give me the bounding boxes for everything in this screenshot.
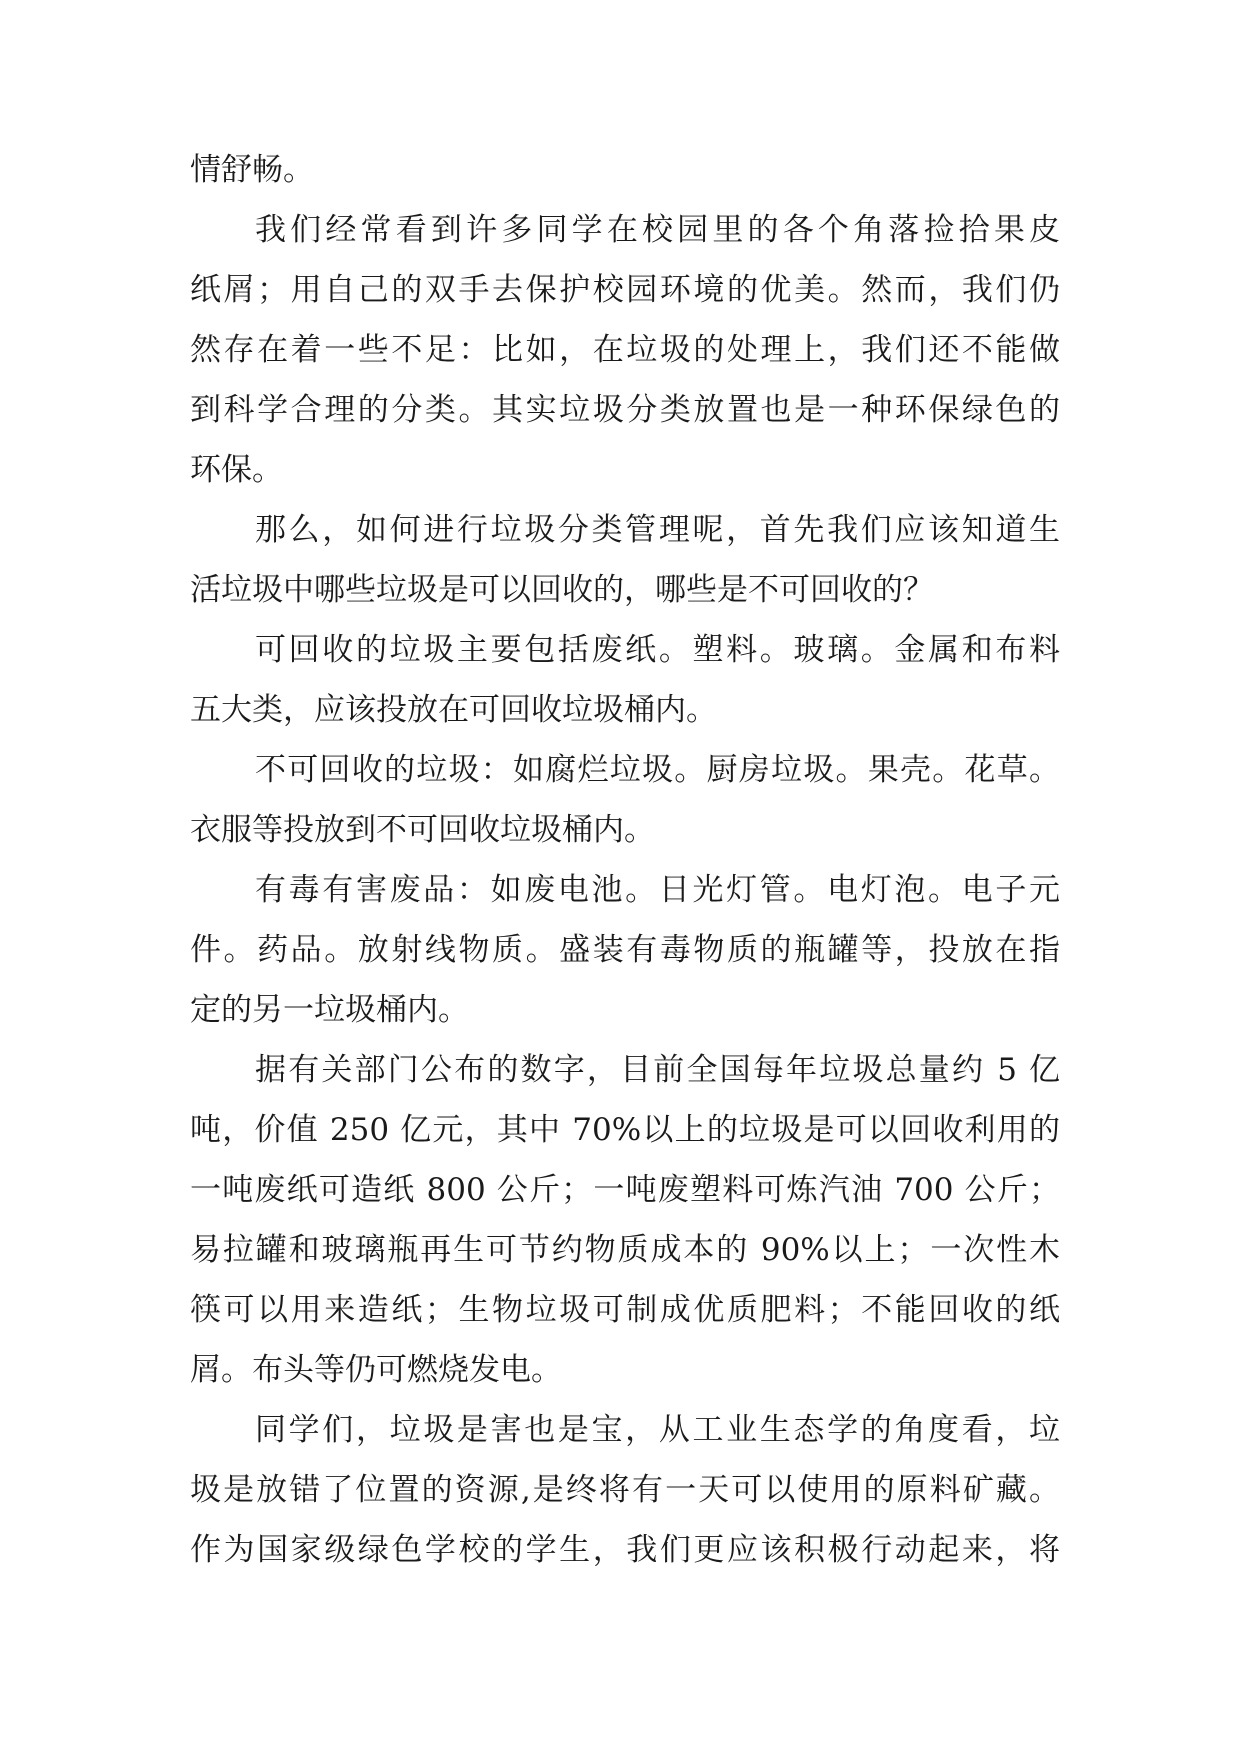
text-line: 衣服等投放到不可回收垃圾桶内。 bbox=[190, 812, 655, 848]
text-line: 作为国家级绿色学校的学生，我们更应该积极行动起来，将 bbox=[190, 1532, 1060, 1568]
text-line: 不可回收的垃圾：如腐烂垃圾。厨房垃圾。果壳。花草。 bbox=[255, 752, 1060, 788]
text-line: 纸屑；用自己的双手去保护校园环境的优美。然而，我们仍 bbox=[190, 272, 1060, 308]
text-line: 我们经常看到许多同学在校园里的各个角落捡拾果皮 bbox=[255, 212, 1060, 248]
text-line: 那么，如何进行垃圾分类管理呢，首先我们应该知道生 bbox=[255, 512, 1060, 548]
text-line: 活垃圾中哪些垃圾是可以回收的，哪些是不可回收的？ bbox=[190, 572, 934, 608]
text-line: 环保。 bbox=[190, 452, 283, 488]
text-line: 同学们，垃圾是害也是宝，从工业生态学的角度看，垃 bbox=[255, 1412, 1060, 1448]
text-line: 有毒有害废品：如废电池。日光灯管。电灯泡。电子元 bbox=[255, 872, 1060, 908]
text-line: 圾是放错了位置的资源,是终将有一天可以使用的原料矿藏。 bbox=[190, 1472, 1060, 1508]
text-line: 易拉罐和玻璃瓶再生可节约物质成本的 90%以上；一次性木 bbox=[190, 1232, 1060, 1268]
text-line: 情舒畅。 bbox=[190, 152, 314, 188]
text-line: 屑。布头等仍可燃烧发电。 bbox=[190, 1352, 562, 1388]
text-line: 五大类，应该投放在可回收垃圾桶内。 bbox=[190, 692, 717, 728]
text-line: 吨，价值 250 亿元，其中 70%以上的垃圾是可以回收利用的 bbox=[190, 1112, 1060, 1148]
text-line: 据有关部门公布的数字，目前全国每年垃圾总量约 5 亿 bbox=[255, 1052, 1060, 1088]
text-line: 到科学合理的分类。其实垃圾分类放置也是一种环保绿色的 bbox=[190, 392, 1060, 428]
text-line: 定的另一垃圾桶内。 bbox=[190, 992, 469, 1028]
text-line: 一吨废纸可造纸 800 公斤；一吨废塑料可炼汽油 700 公斤； bbox=[190, 1172, 1060, 1208]
text-line: 筷可以用来造纸；生物垃圾可制成优质肥料；不能回收的纸 bbox=[190, 1292, 1060, 1328]
text-line: 件。药品。放射线物质。盛装有毒物质的瓶罐等，投放在指 bbox=[190, 932, 1060, 968]
text-line: 可回收的垃圾主要包括废纸。塑料。玻璃。金属和布料 bbox=[255, 632, 1060, 668]
text-line: 然存在着一些不足：比如，在垃圾的处理上，我们还不能做 bbox=[190, 332, 1060, 368]
